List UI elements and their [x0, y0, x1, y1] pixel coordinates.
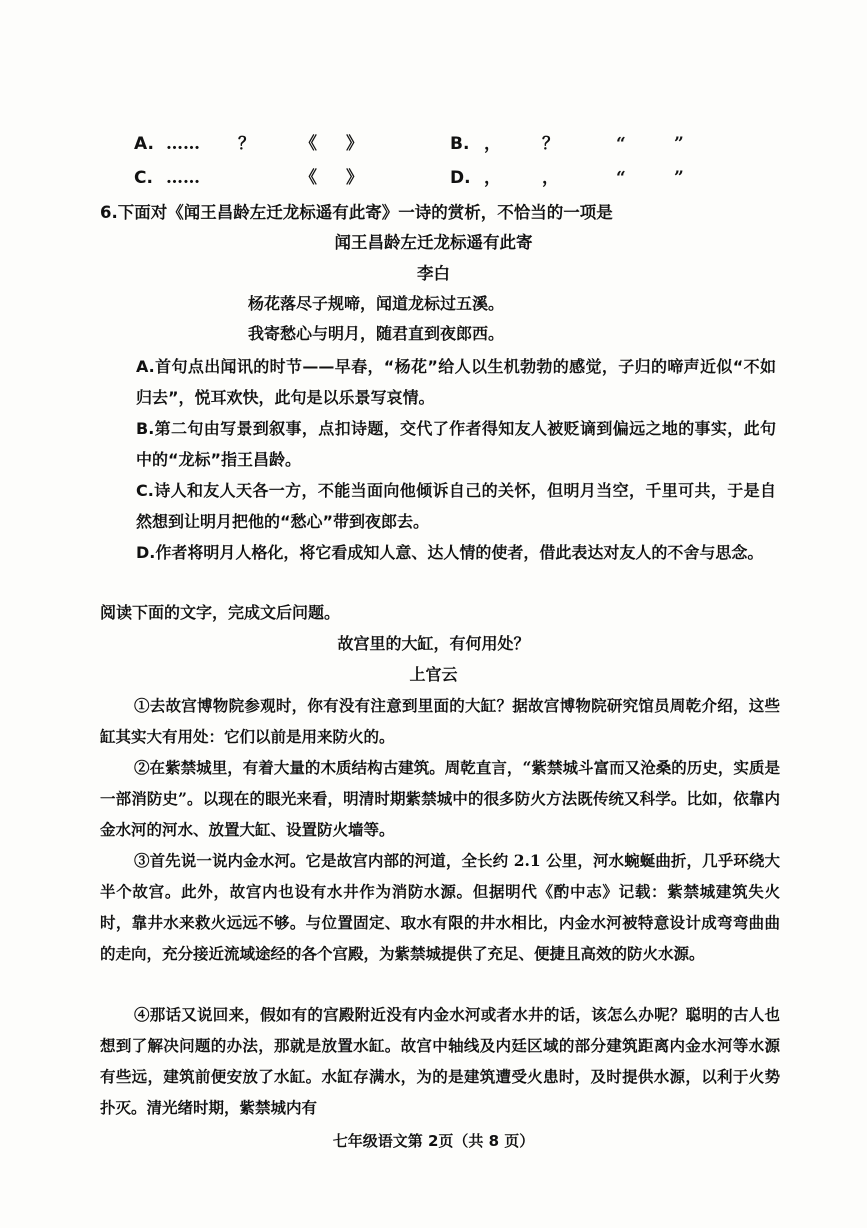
- reading-author: 上官云: [409, 665, 458, 684]
- choice-c: C.诗人和友人天各一方，不能当面向他倾诉自己的关怀，但明月当空，千里可共，于是自然想到让明月把他的“愁心”带到夜郎去。: [136, 481, 776, 531]
- poem-line-1: 杨花落尽子规啼，闻道龙标过五溪。: [248, 294, 505, 313]
- option-d-punct-1: ，: [484, 168, 501, 188]
- reading-instruction: 阅读下面的文字，完成文后问题。: [100, 603, 341, 622]
- option-b-punct-1: ，: [484, 134, 501, 154]
- reading-paragraph-2: ②在紫禁城里，有着大量的木质结构古建筑。周乾直言，“紫禁城斗富而又沧桑的历史，实质是一部消防史”。以现在的眼光来看，明清时期紫禁城中的很多防火方法既传统又科学。比如，依靠内金水河的河水、放置大缸、设置防火墙等。: [100, 758, 780, 839]
- option-b-punct-3: “: [616, 134, 626, 154]
- option-c-label: C.: [134, 168, 153, 188]
- option-a-punct-2: ？: [238, 134, 255, 154]
- option-c-punct-1: ……: [166, 168, 200, 188]
- reading-title: 故宫里的大缸，有何用处？: [337, 634, 530, 653]
- reading-paragraph-1: ①去故宫博物院参观时，你有没有注意到里面的大缸？据故宫博物院研究馆员周乾介绍，这些缸其实大有用处：它们以前是用来防火的。: [100, 696, 780, 746]
- option-a-label: A.: [134, 134, 154, 154]
- poem-title: 闻王昌龄左迁龙标遥有此寄: [334, 233, 533, 252]
- option-a-punct-1: ……: [166, 134, 200, 154]
- option-d-label: D.: [450, 168, 471, 188]
- option-a-punct-3: 《: [300, 134, 317, 154]
- question-6-stem: 6.下面对《闻王昌龄左迁龙标遥有此寄》一诗的赏析，不恰当的一项是: [100, 203, 613, 222]
- choice-d: D.作者将明月人格化，将它看成知人意、达人情的使者，借此表达对友人的不舍与思念。: [136, 543, 764, 562]
- page-footer: 七年级语文第 2页（共 8 页）: [332, 1132, 535, 1150]
- option-d-punct-2: ，: [542, 168, 559, 188]
- option-d-punct-3: “: [616, 168, 626, 188]
- option-b-punct-4: ”: [674, 134, 684, 154]
- reading-paragraph-4: ④那话又说回来，假如有的宫殿附近没有内金水河或者水井的话，该怎么办呢？聪明的古人也想到了解决问题的办法，那就是放置水缸。故宫中轴线及内廷区域的部分建筑距离内金水河等水源有些远，建筑前便安放了水缸。水缸存满水，为的是建筑遭受火患时，及时提供水源，以利于火势扑灭。清光绪时期，紫禁城内有: [100, 1005, 780, 1117]
- option-a-punct-4: 》: [346, 134, 363, 154]
- option-b-label: B.: [450, 134, 470, 154]
- poem-line-2: 我寄愁心与明月，随君直到夜郎西。: [248, 324, 505, 343]
- option-b-punct-2: ？: [542, 134, 559, 154]
- choice-b: B.第二句由写景到叙事，点扣诗题，交代了作者得知友人被贬谪到偏远之地的事实，此句中的“龙标”指王昌龄。: [136, 419, 776, 469]
- choice-a: A.首句点出闻讯的时节——早春，“杨花”给人以生机勃勃的感觉，子归的啼声近似“不如归去”，悦耳欢快，此句是以乐景写哀情。: [136, 357, 776, 407]
- poem-author: 李白: [417, 264, 450, 283]
- option-d-punct-4: ”: [674, 168, 684, 188]
- option-c-punct-3: 《: [300, 168, 317, 188]
- option-c-punct-4: 》: [346, 168, 363, 188]
- reading-paragraph-3: ③首先说一说内金水河。它是故宫内部的河道，全长约 2.1 公里，河水蜿蜒曲折，几乎环绕大半个故宫。此外，故宫内也设有水井作为消防水源。但据明代《酌中志》记载：紫禁城建筑失火时，靠井水来救火远远不够。与位置固定、取水有限的井水相比，内金水河被特意设计成弯弯曲曲的走向，充分接近流域途经的各个宫殿，为紫禁城提供了充足、便捷且高效的防火水源。: [100, 851, 780, 963]
